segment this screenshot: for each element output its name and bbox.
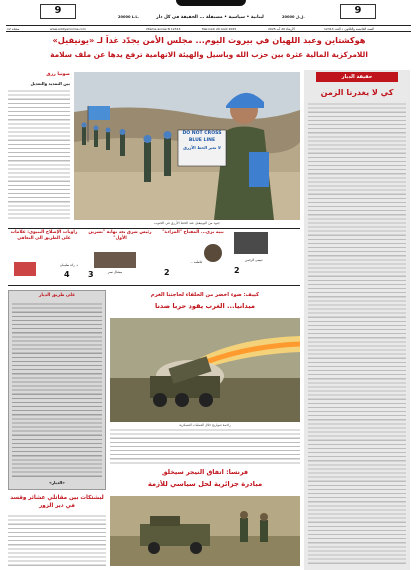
teaser-2[interactable]	[84, 230, 156, 284]
main-photo-caption: جنود من اليونيفيل عند الخط الأزرق في الجنوب	[154, 221, 220, 225]
side-title: بين التمديد والتعديل	[30, 81, 70, 86]
teaser-3-author: فاطمة ...	[190, 260, 202, 264]
story3-body	[8, 514, 106, 566]
year-issue: 26ème année N 12313	[146, 27, 181, 31]
teaser-3-page: 2	[164, 268, 170, 277]
issue-ar: السنة الخامسة والثلاثون • العدد 12313	[324, 27, 375, 31]
teaser-3-title: نبيه بري... المفتاح "المرادة"	[162, 230, 224, 235]
story2-body	[110, 428, 300, 464]
left-box-kicker: على طريق الديار	[38, 293, 76, 298]
price-right: 20000 ل.ل.	[282, 15, 305, 19]
page-number-left: 9	[54, 5, 62, 16]
teaser-1-author: د. رائد سليمان	[59, 263, 78, 267]
teaser-2-title: رئيس شرق بعد نهاية "تشرين الأول"	[88, 230, 152, 241]
left-box-footer: «الديار»	[49, 480, 65, 485]
page-number-right: 9	[354, 5, 362, 16]
website: www.addiyaronline.com	[50, 27, 86, 31]
teaser-3[interactable]	[160, 230, 226, 284]
headline-line-2: اللامركزية المالية عثرة بين حزب الله وباسيل والهيئة الاتهامية ترفع يدها عن ملف سلامة	[50, 50, 368, 59]
side-body	[8, 89, 70, 219]
price-left: 20000 L.L.	[118, 15, 140, 19]
story2-headline: ميدانيا... الغرب يقود حربا ضدنا	[154, 302, 256, 310]
pages-count: 12 صفحة	[7, 27, 20, 31]
teaser-1-page: 4	[64, 270, 70, 279]
story3-headline: لبشتكات بين مقاتلي عشائر وقسد في دير الزور	[10, 495, 104, 509]
teaser-4-author: عيسى الرحمن	[244, 258, 264, 262]
teaser-1-title: زاويات الإصلاح البنيوي: علامات على الطريق الى التعافي	[10, 230, 78, 241]
date-ar: الأربعاء 20 آب 2025	[268, 27, 295, 31]
masthead-logo	[176, 0, 246, 6]
teaser-2-author: ميشال نصر	[107, 270, 123, 274]
story4-headline: مبادرة جزائرية لحل سياسي للأزمة	[147, 480, 263, 488]
sign-line-2: BLUE LINE	[188, 138, 216, 143]
teaser-4[interactable]	[230, 230, 300, 284]
teaser-3-image	[204, 244, 222, 262]
teaser-2-image	[94, 252, 136, 268]
teaser-1-image	[14, 262, 36, 276]
story2-kicker: كييف: ضوء أخضر من الحلفاء لحاجتنا الغرم	[150, 292, 260, 298]
date-fr: Mercredi 20 Août 2025	[202, 27, 237, 31]
teaser-4-image	[234, 232, 268, 254]
editorial-title: كي لا يغدرنا الزمن	[320, 88, 394, 97]
headline-line-1: هوكشتاين وعبد اللهيان في بيروت اليوم... مجلس الأمن يجدّد غداً لـ «يونيفيل»	[52, 35, 366, 45]
story4-kicker: فرنسا: اتفاق النيجر سيخلق	[161, 468, 249, 476]
blue-line-sign	[178, 130, 226, 166]
date-bar	[6, 25, 411, 32]
editorial-body	[308, 102, 406, 564]
rocket-photo	[110, 318, 300, 422]
tagline: لبنانية • سياسية • مستقلة ... الحقيقة في كل دار	[156, 15, 264, 20]
story4-photo	[110, 496, 300, 566]
teaser-2-page: 3	[88, 270, 94, 279]
teaser-4-page: 2	[234, 266, 240, 275]
side-author: صونيا رزق	[46, 72, 70, 77]
left-box-body	[12, 302, 102, 478]
sign-line-3: لا تعبر الخط الأزرق	[183, 145, 221, 150]
sign-line-1: DO NOT CROSS	[182, 131, 222, 136]
editorial-kicker: حقيقة الديار	[316, 72, 398, 82]
teaser-1[interactable]	[8, 230, 80, 284]
rocket-photo-caption: راجمة صواريخ خلال العمليات العسكرية	[179, 423, 231, 427]
